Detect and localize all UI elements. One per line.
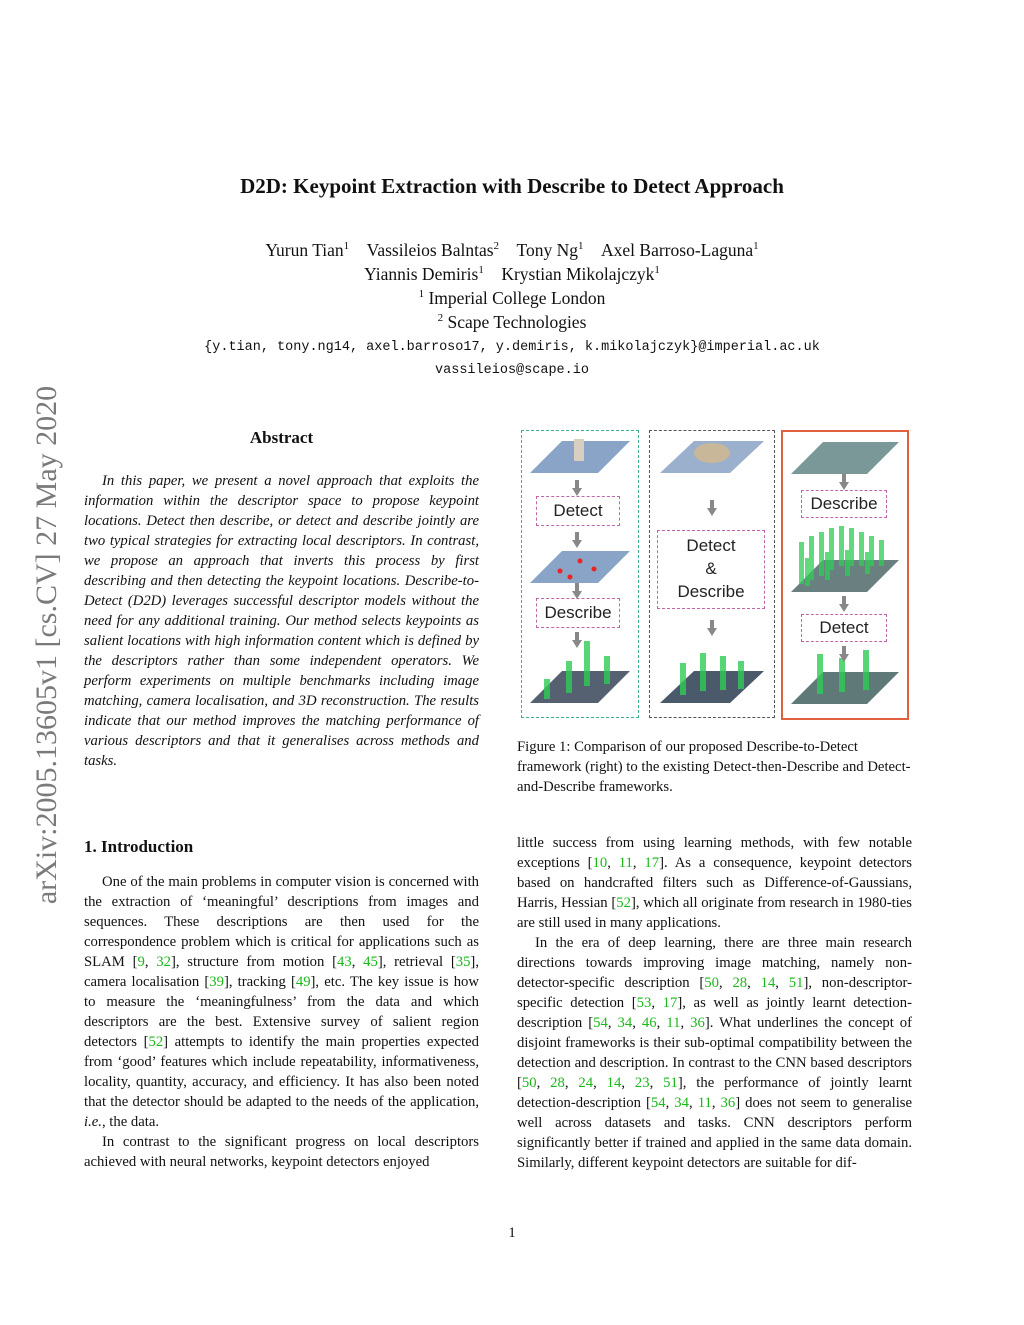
down-arrow-icon — [839, 604, 849, 612]
paragraph-text: , — [711, 1095, 721, 1111]
affiliation-1 — [0, 288, 1024, 309]
descriptor-bar — [584, 641, 590, 686]
paragraph-text: , — [718, 975, 733, 991]
author-name: Axel Barroso-Laguna — [601, 240, 754, 260]
paragraph-text: , — [607, 855, 619, 871]
paragraph-text: , — [621, 1075, 635, 1091]
descriptor-bar — [720, 656, 726, 690]
descriptor-bar — [680, 663, 686, 695]
citation-link[interactable]: 17 — [644, 855, 660, 871]
author-name: Vassileios Balntas — [366, 240, 494, 260]
descriptor-bar — [839, 526, 844, 566]
email-line-1: {y.tian, tony.ng14, axel.barroso17, y.demiris, k.mikolajczyk}@imperial.ac.uk — [204, 340, 820, 355]
paragraph-text: ], camera localisation [ — [84, 954, 479, 990]
arxiv-sidebar-stamp — [22, 335, 72, 955]
citation-link[interactable]: 10 — [592, 855, 608, 871]
citation-link[interactable]: 52 — [148, 1034, 164, 1050]
descriptor-bar — [544, 679, 550, 699]
citation-link[interactable]: 54 — [593, 1015, 608, 1031]
detect-and-describe-label — [657, 530, 765, 609]
citation-link[interactable]: 23 — [634, 1075, 650, 1091]
descriptor-bar — [859, 532, 864, 566]
citation-link[interactable]: 32 — [156, 954, 171, 970]
citation-link[interactable]: 28 — [550, 1075, 565, 1091]
down-arrow-icon — [707, 508, 717, 516]
citation-link[interactable]: 11 — [697, 1095, 712, 1111]
paragraph-text: One of the main problems in computer vision is concerned with the extraction of ‘meaningful’ descriptions from images and sequences. These descriptions are then used for the correspondence problem which is critical for applications such as SLAM [ — [84, 874, 479, 970]
citation-link[interactable]: 36 — [690, 1015, 705, 1031]
paragraph-text: ], retrieval [ — [377, 954, 456, 970]
down-arrow-icon — [572, 640, 582, 648]
citation-link[interactable]: 54 — [650, 1095, 666, 1111]
paragraph-text: In the era of deep learning, there are three main research directions towards improving image matching, namely non-detector-specific description [ — [517, 935, 912, 991]
author-affiliation-number: 1 — [343, 240, 350, 253]
citation-link[interactable]: 53 — [636, 995, 652, 1011]
building-shape-1 — [574, 439, 584, 461]
paragraph-text: ], which all originate from research in 1980-ties are still used in many applications. — [517, 895, 912, 931]
detect-then-describe-panel — [521, 430, 639, 718]
paragraph-text: ], the performance of jointly learnt detection-description [ — [517, 1075, 913, 1111]
paragraph-text: ], non-descriptor-specific detection [ — [517, 975, 913, 1011]
paragraph-text: ], structure from motion [ — [170, 954, 337, 970]
paragraph-text: , — [680, 1015, 691, 1031]
keypoint-image-1 — [530, 551, 630, 583]
citation-link[interactable]: 34 — [617, 1015, 633, 1031]
citation-link[interactable]: 14 — [606, 1075, 622, 1091]
paragraph-text: , — [665, 1095, 675, 1111]
emphasis-text: i.e. — [84, 1114, 102, 1130]
intro-paragraph-1 — [84, 872, 479, 1132]
descriptor-bar — [845, 550, 850, 576]
citation-link[interactable]: 51 — [788, 975, 804, 991]
dd-label-line-2: & — [705, 559, 717, 578]
paragraph-text: , — [656, 1015, 667, 1031]
affiliation-1-number: 1 — [418, 288, 425, 301]
arxiv-id: arXiv:2005.13605v1 [cs.CV] 27 May 2020 — [30, 385, 63, 905]
author-affiliation-number: 1 — [478, 264, 484, 277]
descriptor-bar — [865, 552, 870, 574]
author-name: Krystian Mikolajczyk — [501, 264, 655, 284]
descriptor-bar — [700, 653, 706, 691]
dd-label-line-3: Describe — [677, 582, 745, 601]
descriptor-bar — [738, 661, 744, 689]
descriptor-bar — [604, 656, 610, 684]
descriptor-bar — [839, 658, 845, 692]
down-arrow-icon — [839, 654, 849, 662]
affiliation-2 — [0, 312, 1024, 333]
describe-label-3: Describe — [801, 490, 887, 518]
keypoint-dot — [578, 559, 583, 564]
paragraph-text: , — [536, 1075, 551, 1091]
descriptor-bar — [817, 654, 823, 694]
author-affiliation-number: 1 — [578, 240, 584, 253]
intro-right-column — [517, 833, 912, 1173]
affiliation-2-name: Scape Technologies — [447, 312, 587, 332]
citation-link[interactable]: 35 — [455, 954, 471, 970]
page-number: 1 — [508, 1225, 516, 1241]
paragraph-text: little success from using learning methods, with few notable exceptions [ — [517, 835, 912, 871]
down-arrow-icon — [572, 488, 582, 496]
authors-line-1 — [0, 240, 1024, 261]
describe-label-1: Describe — [536, 598, 620, 628]
citation-link[interactable]: 43 — [337, 954, 352, 970]
intro-left-column — [84, 872, 479, 1172]
citation-link[interactable]: 36 — [720, 1095, 736, 1111]
paragraph-text: , — [632, 855, 645, 871]
paragraph-text: , — [632, 1015, 642, 1031]
authors-line-2 — [0, 264, 1024, 285]
citation-link[interactable]: 39 — [209, 974, 224, 990]
citation-link[interactable]: 9 — [137, 954, 145, 970]
descriptor-bar — [863, 650, 869, 690]
author-name: Yurun Tian — [265, 240, 344, 260]
detect-then-describe-illustration — [522, 431, 638, 717]
paragraph-text: , the data. — [101, 1114, 160, 1130]
paragraph-text: ] does not seem to generalise well across datasets and tasks. CNN descriptors perform significantly better if trained and applied in the same data domain. Similarly, different keypoint detectors are suitable for dif- — [517, 1095, 913, 1171]
email-line-2: vassileios@scape.io — [435, 363, 589, 378]
down-arrow-icon — [572, 540, 582, 548]
paragraph-text: , — [593, 1075, 607, 1091]
abstract-heading: Abstract — [249, 428, 314, 447]
intro-paragraph-3 — [517, 833, 912, 933]
citation-link[interactable]: 50 — [521, 1075, 537, 1091]
paragraph-text: ]. As a consequence, keypoint detectors based on handcrafted filters such as Difference-of-Gaussians, Harris, Hessian [ — [517, 855, 913, 911]
detect-label-1: Detect — [536, 496, 620, 526]
descriptor-bar — [566, 661, 572, 693]
author-affiliation-number: 1 — [753, 240, 759, 253]
descriptor-image-2 — [660, 671, 764, 703]
citation-link[interactable]: 17 — [662, 995, 678, 1011]
keypoint-dot — [568, 575, 573, 580]
paragraph-text: ], etc. The key issue is how to measure the ‘meaningfulness’ from the data and which descriptors are the best. Extensive survey of salient region detectors [ — [84, 974, 479, 1050]
down-arrow-icon — [572, 591, 582, 599]
figure-1-caption: Figure 1: Comparison of our proposed Describe-to-Detect framework (right) to the existing Detect-then-Describe and Detect-and-Describe frameworks. — [517, 739, 911, 795]
section-heading-introduction: 1. Introduction — [84, 837, 194, 856]
keypoint-dot — [592, 567, 597, 572]
citation-link[interactable]: 46 — [641, 1015, 657, 1031]
affiliation-1-name: Imperial College London — [428, 288, 606, 308]
citation-link[interactable]: 11 — [666, 1015, 681, 1031]
down-arrow-icon — [839, 482, 849, 490]
intro-paragraph-2: In contrast to the significant progress on local descriptors achieved with neural networks, keypoint detectors enjoyed — [84, 1134, 479, 1170]
descriptor-bar — [825, 552, 830, 580]
citation-link[interactable]: 49 — [295, 974, 311, 990]
descriptor-bar — [799, 542, 804, 584]
paragraph-text: , — [607, 1015, 618, 1031]
paragraph-text: ]. What underlines the concept of disjoint frameworks is their sub-optimal compatibility between the detection and description. In contrast to the CNN based descriptors [ — [517, 1015, 913, 1091]
down-arrow-icon — [707, 628, 717, 636]
dd-label-line-1: Detect — [686, 536, 736, 555]
descriptor-bar — [819, 532, 824, 576]
abstract-body — [84, 471, 479, 771]
paper-title: D2D: Keypoint Extraction with Describe to Detect Approach — [240, 174, 784, 198]
citation-link[interactable]: 34 — [674, 1095, 689, 1111]
paragraph-text: , — [649, 1075, 664, 1091]
intro-paragraph-4 — [517, 933, 912, 1173]
descriptor-bar — [879, 540, 884, 566]
citation-link[interactable]: 24 — [578, 1075, 594, 1091]
paragraph-text: , — [351, 954, 364, 970]
keypoint-dot — [558, 569, 563, 574]
paragraph-text: , — [775, 975, 789, 991]
author-affiliation-number: 2 — [493, 240, 500, 253]
input-image-3 — [791, 442, 899, 474]
paragraph-text: , — [144, 954, 157, 970]
citation-link[interactable]: 51 — [663, 1075, 678, 1091]
paragraph-text: , — [651, 995, 663, 1011]
citation-link[interactable]: 45 — [363, 954, 378, 970]
abstract-text: In this paper, we present a novel approach that exploits the information within the descriptor space to propose keypoint locations. Detect then describe, or detect and describe jointly are two typical strategies for extracting local descriptors. In contrast, we propose an approach that inverts this process by first describing and then detecting the keypoint locations. Describe-to-Detect (D2D) leverages successful descriptor models without the need for any additional training. Our method selects keypoints as salient locations with high information content which is defined by the descriptors rather than some independent operators. We perform experiments on multiple benchmarks including image matching, camera localisation, and 3D reconstruction. The results indicate that our method improves the matching performance of various descriptors and that it generalises across methods and tasks. — [84, 473, 479, 769]
figure-1 — [517, 428, 912, 724]
author-name: Yiannis Demiris — [364, 264, 479, 284]
colosseum-shape — [694, 443, 730, 463]
citation-link[interactable]: 50 — [704, 975, 719, 991]
affiliation-2-number: 2 — [437, 312, 444, 325]
paragraph-text: ], tracking [ — [223, 974, 296, 990]
descriptor-bar — [805, 558, 810, 586]
paragraph-text: ], as well as jointly learnt detection-description [ — [517, 995, 913, 1031]
citation-link[interactable]: 52 — [616, 895, 631, 911]
paragraph-text: , — [747, 975, 761, 991]
paragraph-text: , — [564, 1075, 579, 1091]
author-affiliation-number: 1 — [654, 264, 660, 277]
citation-link[interactable]: 28 — [732, 975, 748, 991]
detect-label-3: Detect — [801, 614, 887, 642]
author-name: Tony Ng — [516, 240, 579, 260]
paragraph-text: ] attempts to identify the main properties expected from ‘good’ features which include repeatability, informativeness, locality, quantity, accuracy, and efficiency. It has also been noted that the detector should be adapted to the needs of the application, — [84, 1034, 480, 1110]
paragraph-text: , — [688, 1095, 698, 1111]
citation-link[interactable]: 11 — [618, 855, 633, 871]
citation-link[interactable]: 14 — [760, 975, 776, 991]
